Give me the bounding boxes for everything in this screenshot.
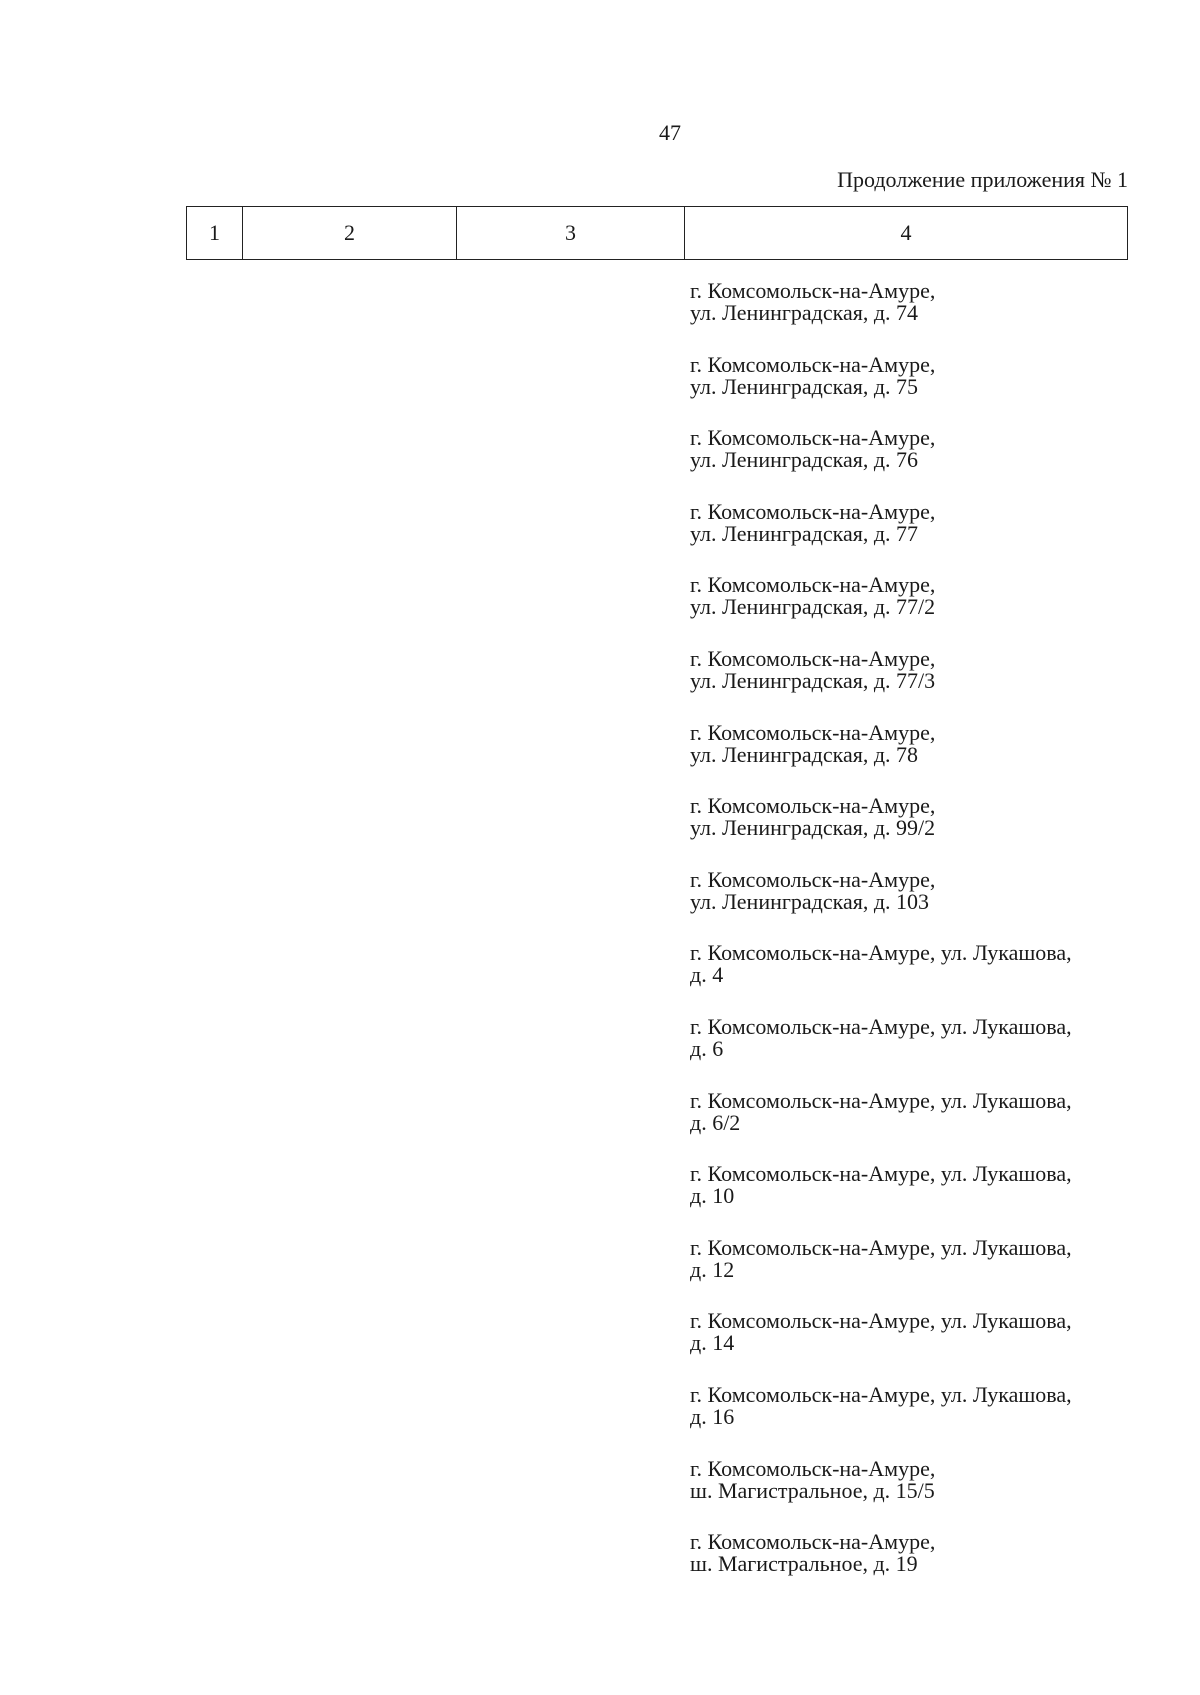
address-list xyxy=(690,280,1140,1605)
address-line-2: ул. Ленинградская, д. 76 xyxy=(690,447,919,473)
address-item xyxy=(690,795,1140,869)
address-line-1: г. Комсомольск-на-Амуре, ул. Лукашова, xyxy=(690,1013,1072,1039)
continuation-label: Продолжение приложения № 1 xyxy=(837,167,1128,192)
address-line-1: г. Комсомольск-на-Амуре, xyxy=(690,1455,936,1481)
header-cell-4: 4 xyxy=(900,220,912,245)
address-item xyxy=(690,351,1140,428)
address-line-2: д. 14 xyxy=(690,1330,735,1356)
address-item xyxy=(690,942,1140,1016)
address-line-1: г. Комсомольск-на-Амуре, ул. Лукашова, xyxy=(690,1087,1072,1113)
header-cell-1: 1 xyxy=(187,207,243,259)
address-line-1: г. Комсомольск-на-Амуре, xyxy=(690,866,936,892)
address-item xyxy=(690,1531,1140,1605)
address-line-1: г. Комсомольск-на-Амуре, xyxy=(690,645,936,671)
address-line-1: г. Комсомольск-на-Амуре, xyxy=(690,1529,936,1555)
address-item xyxy=(690,1013,1140,1090)
header-cell-2: 2 xyxy=(243,207,457,259)
address-line-2: ул. Ленинградская, д. 78 xyxy=(690,741,919,767)
address-line-1: г. Комсомольск-на-Амуре, xyxy=(690,498,936,524)
address-line-1: г. Комсомольск-на-Амуре, ул. Лукашова, xyxy=(690,1308,1072,1334)
address-item xyxy=(690,1381,1140,1458)
address-line-2: ул. Ленинградская, д. 74 xyxy=(690,300,919,325)
address-item xyxy=(690,1234,1140,1311)
address-item xyxy=(690,866,1140,943)
header-cell-3: 3 xyxy=(457,207,685,259)
address-item xyxy=(690,498,1140,575)
address-line-2: ул. Ленинградская, д. 77/3 xyxy=(690,667,936,693)
address-line-2: ул. Ленинградская, д. 99/2 xyxy=(690,815,936,841)
address-item xyxy=(690,1163,1140,1237)
address-item xyxy=(690,719,1140,796)
address-line-1: г. Комсомольск-на-Амуре, xyxy=(690,719,936,745)
address-line-1: г. Комсомольск-на-Амуре, xyxy=(690,425,936,451)
address-line-2: д. 10 xyxy=(690,1183,735,1209)
address-line-2: ул. Ленинградская, д. 75 xyxy=(690,373,919,399)
address-line-1: г. Комсомольск-на-Амуре, ул. Лукашова, xyxy=(690,940,1072,966)
address-line-2: ул. Ленинградская, д. 77 xyxy=(690,520,919,546)
address-item xyxy=(690,1455,1140,1532)
address-item xyxy=(690,280,1140,354)
address-line-1: г. Комсомольск-на-Амуре, xyxy=(690,278,936,303)
address-item xyxy=(690,1310,1140,1384)
address-item xyxy=(690,1087,1140,1164)
address-line-2: д. 6/2 xyxy=(690,1109,741,1135)
address-line-1: г. Комсомольск-на-Амуре, ул. Лукашова, xyxy=(690,1161,1072,1187)
address-item xyxy=(690,645,1140,722)
address-line-2: ш. Магистральное, д. 19 xyxy=(690,1551,918,1577)
address-line-1: г. Комсомольск-на-Амуре, xyxy=(690,351,936,377)
address-item xyxy=(690,427,1140,501)
address-line-2: д. 6 xyxy=(690,1035,724,1061)
address-line-1: г. Комсомольск-на-Амуре, ул. Лукашова, xyxy=(690,1234,1072,1260)
page-number: 47 xyxy=(659,120,681,145)
address-line-1: г. Комсомольск-на-Амуре, ул. Лукашова, xyxy=(690,1381,1072,1407)
address-line-2: ул. Ленинградская, д. 103 xyxy=(690,888,930,914)
address-line-1: г. Комсомольск-на-Амуре, xyxy=(690,793,936,819)
address-line-2: ш. Магистральное, д. 15/5 xyxy=(690,1477,935,1503)
address-line-2: д. 4 xyxy=(690,962,724,988)
address-line-1: г. Комсомольск-на-Амуре, xyxy=(690,572,936,598)
address-line-2: д. 16 xyxy=(690,1403,735,1429)
address-line-2: д. 12 xyxy=(690,1256,735,1282)
address-item xyxy=(690,574,1140,648)
table-header xyxy=(186,206,1128,260)
address-line-2: ул. Ленинградская, д. 77/2 xyxy=(690,594,936,620)
